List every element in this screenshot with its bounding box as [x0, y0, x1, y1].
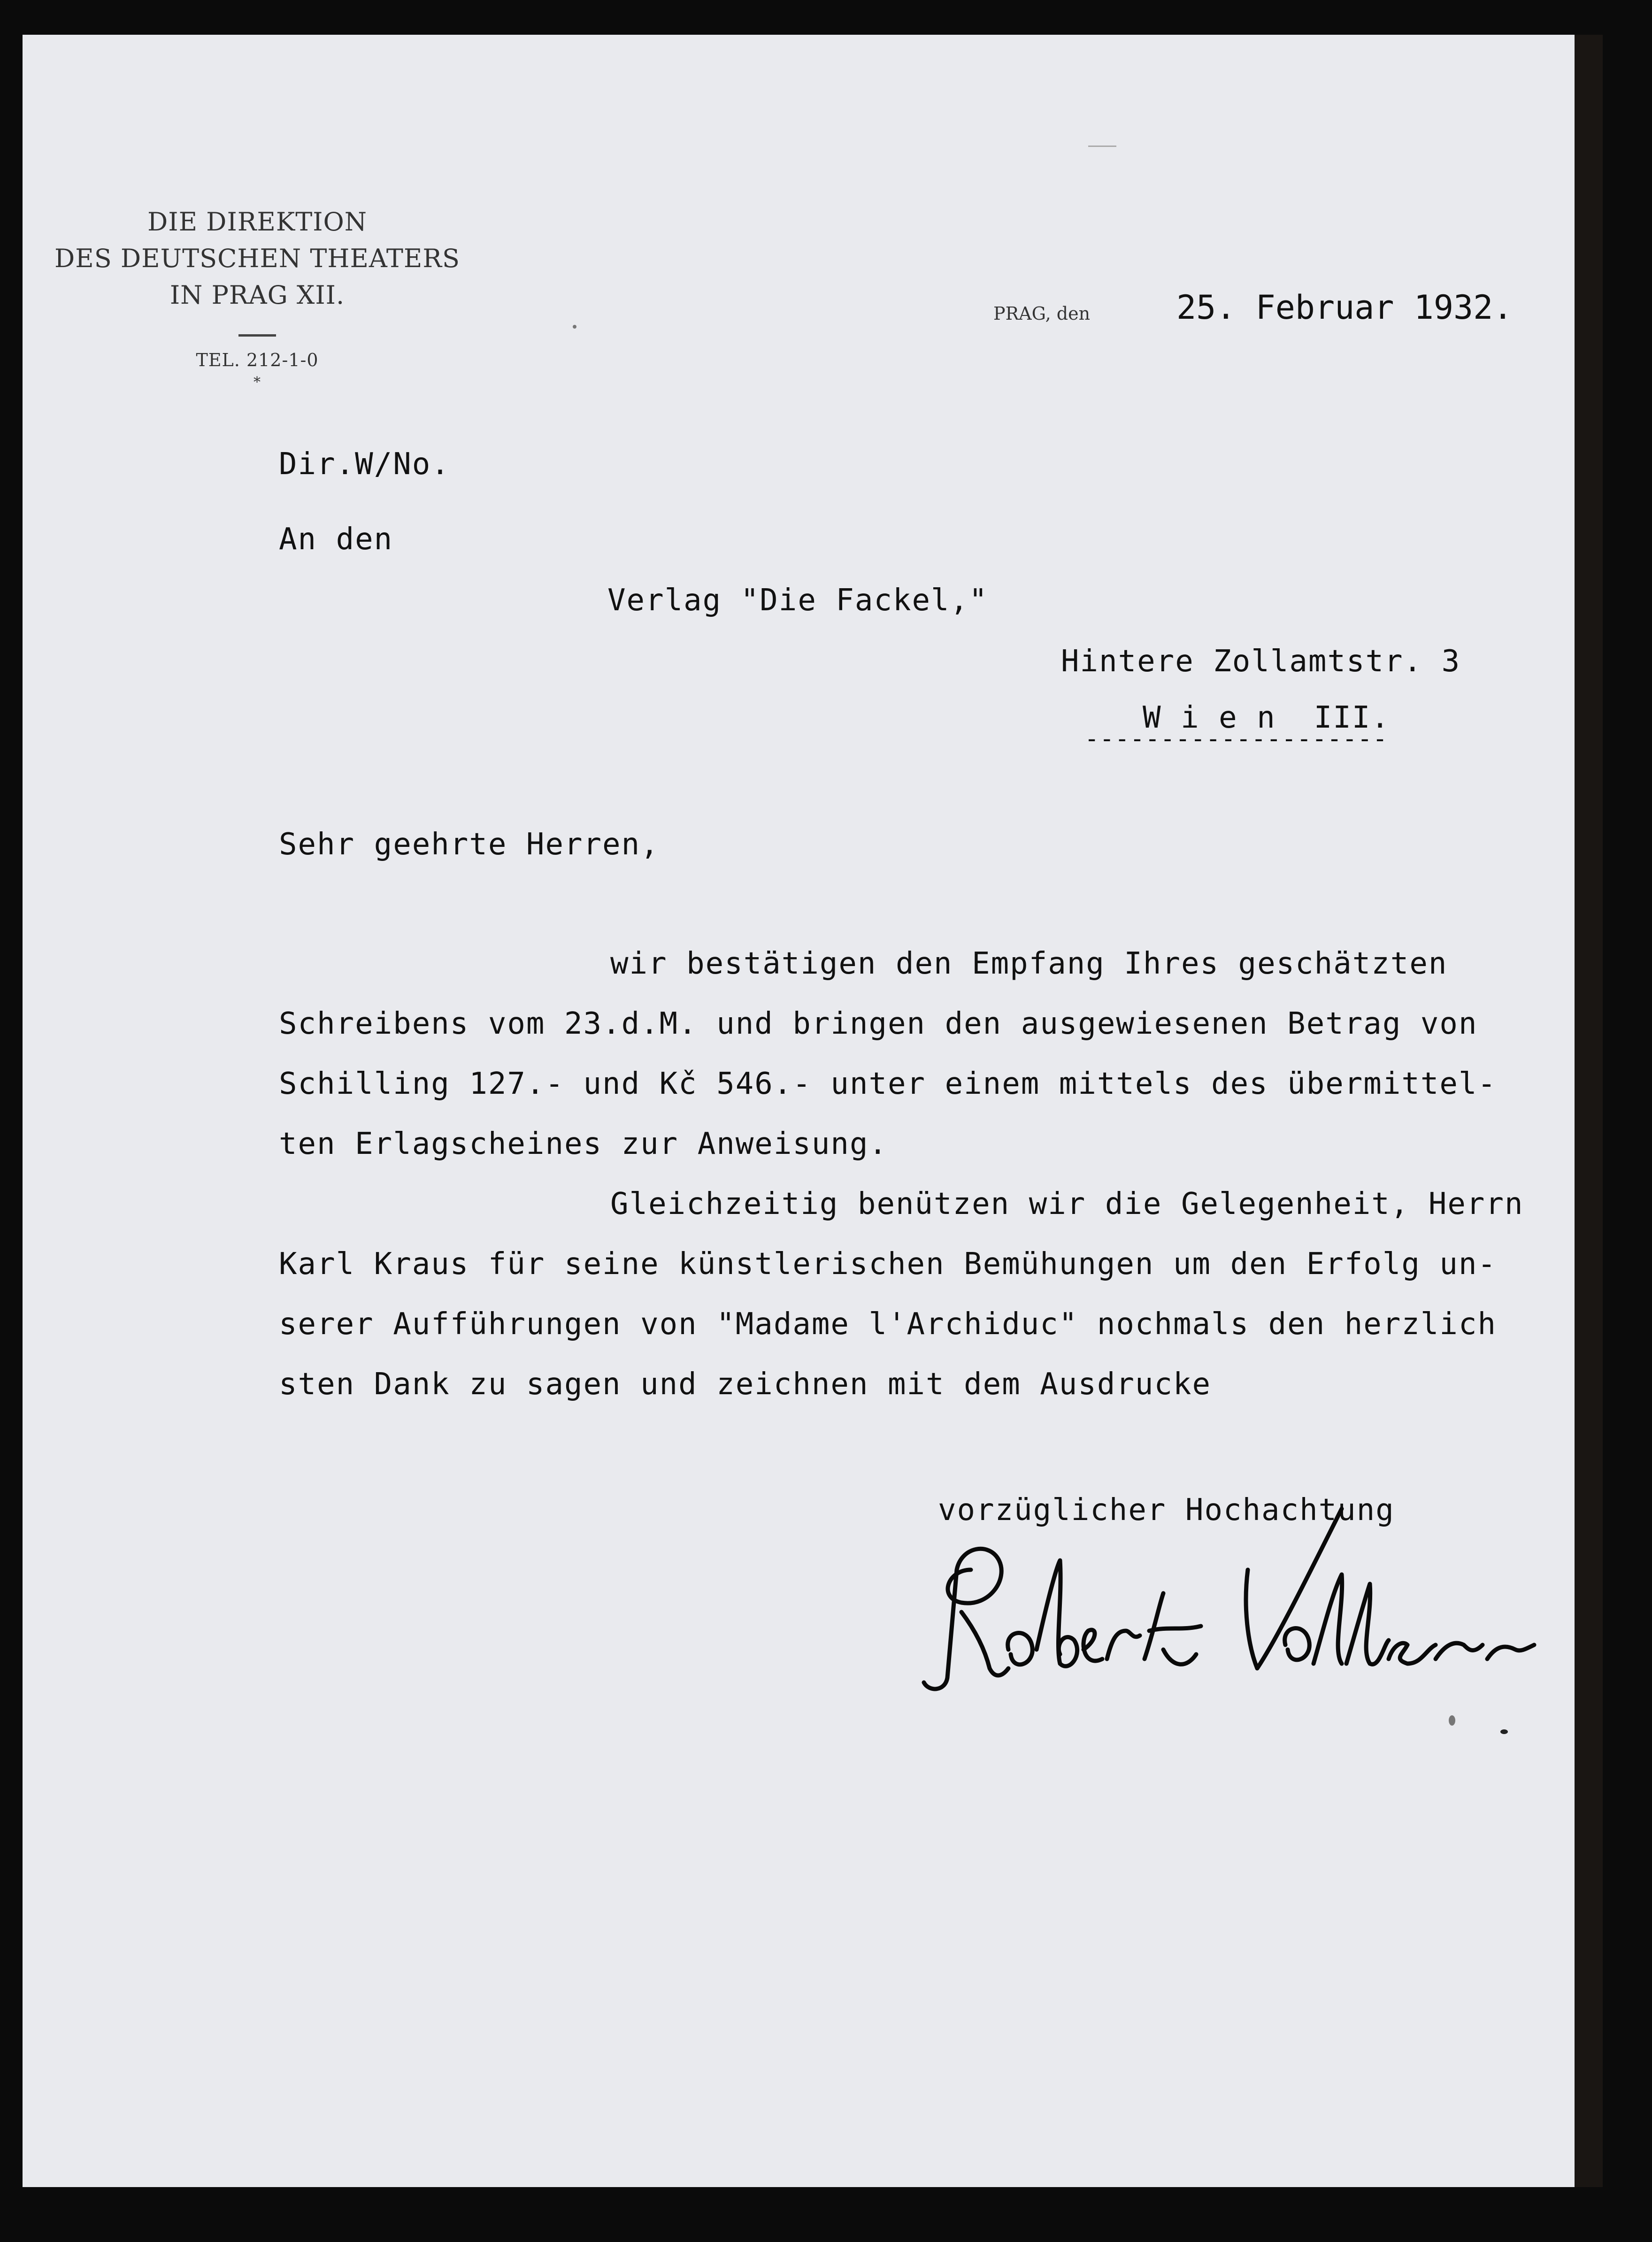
closing: vorzüglicher Hochachtung [938, 1493, 1395, 1528]
letterhead-rule [238, 334, 276, 337]
recipient-street: Hintere Zollamtstr. 3 [1061, 644, 1461, 679]
body-line: Gleichzeitig benützen wir die Gelegenheit, Herrn [610, 1187, 1524, 1221]
greeting: Sehr geehrte Herren, [279, 827, 660, 862]
reference-code: Dir.W/No. [279, 447, 450, 482]
letterhead-telephone: TEL. 212-1-0 [196, 350, 319, 370]
dateline-date: 25. Februar 1932. [1176, 288, 1513, 327]
letter-paper [23, 35, 1575, 2187]
body-line: ten Erlagscheines zur Anweisung. [279, 1127, 888, 1161]
body-line: Schreibens vom 23.d.M. und bringen den ausgewiesenen Betrag von [279, 1006, 1478, 1041]
ink-speck [1500, 1729, 1508, 1734]
body-line: Karl Kraus für seine künstlerischen Bemühungen um den Erfolg un- [279, 1247, 1497, 1282]
letterhead-line-1: DIE DIREKTION [147, 207, 368, 237]
handwritten-signature [919, 1490, 1539, 1715]
body-line: wir bestätigen den Empfang Ihres geschätzten [610, 946, 1448, 981]
recipient-prefix: An den [279, 522, 393, 557]
letterhead-star: * [254, 374, 261, 391]
ink-speck [1449, 1715, 1455, 1726]
scan-edge [1575, 35, 1603, 2187]
letterhead-line-3: IN PRAG XII. [169, 280, 345, 310]
body-line: serer Aufführungen von "Madame l'Archiduc" nochmals den herzlich [279, 1307, 1497, 1342]
paper-mark [1088, 146, 1116, 147]
recipient-city: W i e n III. [1143, 700, 1390, 735]
ink-speck [573, 325, 576, 329]
letterhead-line-2: DES DEUTSCHEN THEATERS [54, 244, 460, 273]
recipient-underline: -------------------- [1084, 725, 1388, 753]
body-line: sten Dank zu sagen und zeichnen mit dem Ausdrucke [279, 1367, 1212, 1402]
dateline-place-label: PRAG, den [993, 303, 1091, 324]
recipient-name: Verlag "Die Fackel," [607, 583, 988, 618]
body-line: Schilling 127.- und Kč 546.- unter einem mittels des übermittel- [279, 1067, 1497, 1101]
letterhead [23, 204, 492, 392]
